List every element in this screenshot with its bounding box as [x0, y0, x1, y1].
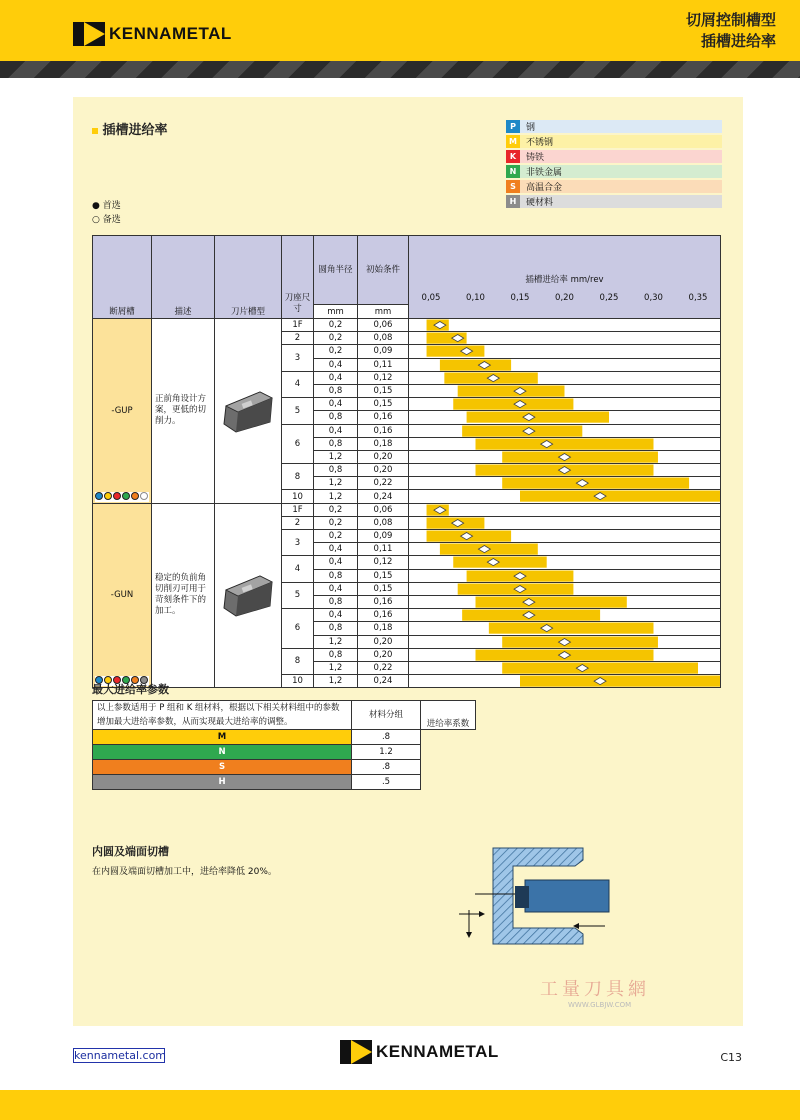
feed-bar-svg	[409, 570, 720, 582]
corner-radius-cell: 0,8	[314, 648, 358, 661]
bullet-square-icon	[92, 128, 98, 134]
kennametal-logo: KENNAMETAL	[73, 22, 232, 46]
feed-range-cell	[409, 675, 721, 688]
feed-range-cell	[409, 635, 721, 648]
material-code-badge: K	[506, 150, 520, 163]
material-chip-icon	[104, 492, 112, 500]
material-group-cell: N	[93, 745, 352, 760]
feed-bar-svg	[409, 411, 720, 423]
material-code-badge: N	[506, 165, 520, 178]
material-label: 硬材料	[526, 198, 554, 208]
corner-radius-cell: 1,2	[314, 675, 358, 688]
start-feed-cell: 0,16	[358, 609, 409, 622]
start-feed-cell: 0,20	[358, 450, 409, 463]
feed-tick-label: 0,15	[510, 293, 530, 303]
start-feed-cell: 0,16	[358, 424, 409, 437]
material-legend	[506, 120, 722, 210]
feed-range-bar	[502, 478, 689, 489]
feed-tick-label: 0,35	[688, 293, 708, 303]
material-label: 钢	[526, 123, 536, 133]
feed-range-cell	[409, 516, 721, 529]
seat-size-cell: 3	[282, 345, 314, 371]
corner-radius-cell: 0,8	[314, 464, 358, 477]
col-feed-rate	[409, 236, 721, 319]
seat-size-cell: 3	[282, 530, 314, 556]
chipbreaker-name: -GUP	[111, 405, 133, 416]
start-feed-cell: 0,15	[358, 398, 409, 411]
feed-bar-svg	[409, 543, 720, 555]
feed-range-cell	[409, 556, 721, 569]
col-feed-factor: 进给率系数	[421, 701, 476, 730]
feed-factor-cell: .8	[352, 730, 421, 745]
material-group-cell: M	[93, 730, 352, 745]
seat-size-cell: 8	[282, 648, 314, 674]
factor-row	[93, 775, 476, 790]
start-feed-cell: 0,06	[358, 319, 409, 332]
legend-row	[506, 120, 722, 133]
corner-radius-cell: 0,8	[314, 569, 358, 582]
chipbreaker-cell	[93, 503, 152, 688]
seat-size-cell: 4	[282, 556, 314, 582]
seat-size-cell: 2	[282, 516, 314, 529]
start-feed-cell: 0,18	[358, 437, 409, 450]
feed-range-cell	[409, 358, 721, 371]
internal-grooving-diagram	[455, 842, 625, 948]
feed-range-cell	[409, 622, 721, 635]
insert-image-cell	[215, 503, 282, 688]
feed-range-cell	[409, 437, 721, 450]
corner-radius-cell: 1,2	[314, 477, 358, 490]
material-group-cell: S	[93, 760, 352, 775]
start-feed-cell: 0,12	[358, 371, 409, 384]
material-code-badge: S	[506, 180, 520, 193]
feed-rate-table	[92, 235, 721, 688]
corner-radius-cell: 0,2	[314, 530, 358, 543]
corner-radius-cell: 0,4	[314, 609, 358, 622]
material-label: 不锈钢	[526, 138, 554, 148]
watermark-url: WWW.GLBJW.COM	[568, 1001, 632, 1009]
material-label: 高温合金	[526, 183, 563, 193]
start-feed-cell: 0,08	[358, 332, 409, 345]
feed-range-cell	[409, 345, 721, 358]
feed-range-cell	[409, 411, 721, 424]
material-label: 非铁金属	[526, 168, 563, 178]
feed-bar-svg	[409, 517, 720, 529]
start-feed-cell: 0,20	[358, 635, 409, 648]
feed-range-bar	[502, 662, 698, 673]
feed-range-bar	[520, 491, 720, 502]
feed-bar-svg	[409, 609, 720, 621]
feed-range-cell	[409, 503, 721, 516]
seat-size-cell: 10	[282, 675, 314, 688]
grooving-insert-icon	[220, 568, 276, 618]
material-chip-icon	[95, 492, 103, 500]
feed-range-cell	[409, 450, 721, 463]
corner-radius-cell: 1,2	[314, 450, 358, 463]
heading-line-2: 插槽进给率	[700, 32, 776, 50]
page-heading	[686, 10, 776, 52]
feed-bar-svg	[409, 372, 720, 384]
corner-radius-cell: 0,2	[314, 345, 358, 358]
feed-range-bar	[489, 623, 654, 634]
feed-range-bar	[476, 438, 654, 449]
feed-bar-svg	[409, 596, 720, 608]
open-circle-icon: ○	[92, 215, 100, 225]
feed-range-cell	[409, 398, 721, 411]
start-feed-cell: 0,12	[358, 556, 409, 569]
description-cell: 稳定的负前角切削刃可用于苛刻条件下的加工。	[152, 503, 215, 688]
seat-size-cell: 1F	[282, 503, 314, 516]
feed-bar-svg	[409, 662, 720, 674]
material-chips	[95, 492, 149, 502]
internal-title: 内圆及端面切槽	[92, 845, 169, 858]
corner-radius-cell: 0,8	[314, 595, 358, 608]
description-cell: 正前角设计方案，更低的切削力。	[152, 319, 215, 504]
feed-bar-svg	[409, 504, 720, 516]
page-number: C13	[720, 1051, 742, 1064]
feed-axis	[409, 292, 720, 304]
feed-bar-svg	[409, 464, 720, 476]
corner-radius-cell: 0,4	[314, 398, 358, 411]
seat-size-cell: 6	[282, 609, 314, 649]
feed-range-bar	[427, 346, 485, 357]
feed-range-cell	[409, 384, 721, 397]
header-bar	[0, 0, 800, 61]
feed-bar-svg	[409, 636, 720, 648]
material-code-badge: H	[506, 195, 520, 208]
feed-range-cell	[409, 530, 721, 543]
start-feed-cell: 0,09	[358, 345, 409, 358]
heading-line-1: 切屑控制槽型	[685, 11, 776, 29]
start-feed-cell: 0,16	[358, 411, 409, 424]
start-feed-cell: 0,18	[358, 622, 409, 635]
start-feed-cell: 0,11	[358, 358, 409, 371]
feed-bar-svg	[409, 675, 720, 687]
table-row	[93, 503, 721, 516]
material-code-badge: P	[506, 120, 520, 133]
max-feed-text: 以上参数适用于 P 组和 K 组材料，根据以下相关材料组中的参数增加最大进给率参数，从而实现最大进给率的调整。	[93, 701, 352, 730]
footer-bar	[0, 1090, 800, 1120]
legend-row	[506, 150, 722, 163]
feed-range-cell	[409, 609, 721, 622]
feed-range-bar	[520, 676, 720, 687]
feed-bar-svg	[409, 530, 720, 542]
col-material-group: 材料分组	[352, 701, 421, 730]
seat-size-cell: 10	[282, 490, 314, 503]
legend-preferred: ● 首选	[92, 201, 121, 211]
feed-tick-label: 0,05	[421, 293, 441, 303]
corner-radius-cell: 0,8	[314, 411, 358, 424]
corner-radius-cell: 0,4	[314, 358, 358, 371]
factor-row	[93, 760, 476, 775]
corner-radius-cell: 0,4	[314, 424, 358, 437]
feed-range-cell	[409, 569, 721, 582]
start-feed-cell: 0,20	[358, 464, 409, 477]
insert-image-cell	[215, 319, 282, 504]
logo-k-icon	[340, 1040, 372, 1064]
feed-factor-cell: 1.2	[352, 745, 421, 760]
start-feed-cell: 0,20	[358, 648, 409, 661]
unit-radius: mm	[314, 305, 358, 319]
feed-bar-svg	[409, 319, 720, 331]
factor-row	[93, 745, 476, 760]
feed-bar-svg	[409, 332, 720, 344]
section-title: 插槽进给率	[92, 119, 168, 138]
max-feed-table	[92, 700, 476, 790]
feed-range-cell	[409, 582, 721, 595]
feed-bar-svg	[409, 622, 720, 634]
seat-size-cell: 8	[282, 464, 314, 490]
corner-radius-cell: 0,8	[314, 437, 358, 450]
feed-bar-svg	[409, 649, 720, 661]
feed-tick-label: 0,10	[466, 293, 485, 303]
legend-row	[506, 165, 722, 178]
feed-tick-label: 0,20	[555, 293, 574, 303]
feed-range-cell	[409, 648, 721, 661]
seat-size-cell: 2	[282, 332, 314, 345]
filled-circle-icon: ●	[92, 201, 100, 211]
material-chip-icon	[140, 492, 148, 500]
seat-size-cell: 4	[282, 371, 314, 397]
feed-range-bar	[458, 385, 565, 396]
legend-row	[506, 195, 722, 208]
feed-range-cell	[409, 543, 721, 556]
col-description: 描述	[152, 236, 215, 319]
feed-range-bar	[440, 359, 511, 370]
material-chip-icon	[122, 492, 130, 500]
corner-radius-cell: 0,2	[314, 503, 358, 516]
legend-row	[506, 135, 722, 148]
feed-bar-svg	[409, 477, 720, 489]
feed-range-cell	[409, 661, 721, 674]
feed-range-bar	[502, 451, 658, 462]
feed-range-cell	[409, 371, 721, 384]
feed-bar-svg	[409, 385, 720, 397]
corner-radius-cell: 0,8	[314, 622, 358, 635]
corner-radius-cell: 0,8	[314, 384, 358, 397]
seat-size-cell: 6	[282, 424, 314, 464]
corner-radius-cell: 1,2	[314, 661, 358, 674]
feed-range-cell	[409, 477, 721, 490]
feed-range-bar	[476, 596, 627, 607]
feed-bar-svg	[409, 451, 720, 463]
start-feed-cell: 0,06	[358, 503, 409, 516]
start-feed-cell: 0,22	[358, 661, 409, 674]
feed-bar-svg	[409, 556, 720, 568]
corner-radius-cell: 0,2	[314, 319, 358, 332]
start-feed-cell: 0,09	[358, 530, 409, 543]
chipbreaker-cell	[93, 319, 152, 504]
unit-start: mm	[358, 305, 409, 319]
legend-alternative: ○ 备选	[92, 215, 121, 225]
col-start: 初始条件	[358, 236, 409, 305]
max-feed-title: 最大进给率参数	[92, 683, 169, 696]
feed-tick-label: 0,25	[599, 293, 619, 303]
feed-bar-svg	[409, 438, 720, 450]
feed-range-bar	[502, 636, 658, 647]
chipbreaker-name: -GUN	[110, 590, 134, 601]
start-feed-cell: 0,08	[358, 516, 409, 529]
col-insert: 刀片槽型	[215, 236, 282, 319]
corner-radius-cell: 0,2	[314, 332, 358, 345]
corner-radius-cell: 0,4	[314, 582, 358, 595]
start-feed-cell: 0,15	[358, 384, 409, 397]
start-feed-cell: 0,24	[358, 675, 409, 688]
feed-factor-cell: .5	[352, 775, 421, 790]
corner-radius-cell: 1,2	[314, 635, 358, 648]
feed-bar-svg	[409, 345, 720, 357]
corner-radius-cell: 1,2	[314, 490, 358, 503]
start-feed-cell: 0,22	[358, 477, 409, 490]
seat-size-cell: 1F	[282, 319, 314, 332]
website-link[interactable]: kennametal.com	[74, 1049, 167, 1062]
material-chip-icon	[113, 492, 121, 500]
feed-bar-svg	[409, 359, 720, 371]
feed-range-cell	[409, 424, 721, 437]
corner-radius-cell: 0,2	[314, 516, 358, 529]
start-feed-cell: 0,15	[358, 582, 409, 595]
start-feed-cell: 0,11	[358, 543, 409, 556]
logo-k-icon	[73, 22, 105, 46]
internal-text: 在内圆及端面切槽加工中，进给率降低 20%。	[92, 867, 277, 877]
feed-title: 插槽进给率 mm/rev	[525, 275, 604, 285]
header-stripe	[0, 61, 800, 78]
seat-size-cell: 5	[282, 582, 314, 608]
start-feed-cell: 0,15	[358, 569, 409, 582]
feed-range-cell	[409, 490, 721, 503]
feed-range-cell	[409, 595, 721, 608]
feed-range-cell	[409, 332, 721, 345]
feed-factor-cell: .8	[352, 760, 421, 775]
legend-row	[506, 180, 722, 193]
material-group-cell: H	[93, 775, 352, 790]
material-label: 铸铁	[526, 153, 545, 163]
table-row	[93, 319, 721, 332]
material-code-badge: M	[506, 135, 520, 148]
feed-bar-svg	[409, 425, 720, 437]
feed-bar-svg	[409, 490, 720, 502]
feed-bar-svg	[409, 398, 720, 410]
col-chipbreaker: 断屑槽	[93, 236, 152, 319]
feed-range-cell	[409, 464, 721, 477]
footer-logo: KENNAMETAL	[340, 1040, 499, 1064]
grooving-insert-icon	[220, 384, 276, 434]
corner-radius-cell: 0,4	[314, 543, 358, 556]
start-feed-cell: 0,24	[358, 490, 409, 503]
watermark-brand: 工量刀具網	[540, 979, 650, 1000]
corner-radius-cell: 0,4	[314, 556, 358, 569]
start-feed-cell: 0,16	[358, 595, 409, 608]
corner-radius-cell: 0,4	[314, 371, 358, 384]
feed-range-cell	[409, 319, 721, 332]
col-radius: 圆角半径	[314, 236, 358, 305]
feed-bar-svg	[409, 583, 720, 595]
factor-row	[93, 730, 476, 745]
col-seat: 刀座尺寸	[282, 236, 314, 319]
seat-size-cell: 5	[282, 398, 314, 424]
feed-range-bar	[467, 412, 609, 423]
feed-tick-label: 0,30	[644, 293, 663, 303]
material-chip-icon	[131, 492, 139, 500]
